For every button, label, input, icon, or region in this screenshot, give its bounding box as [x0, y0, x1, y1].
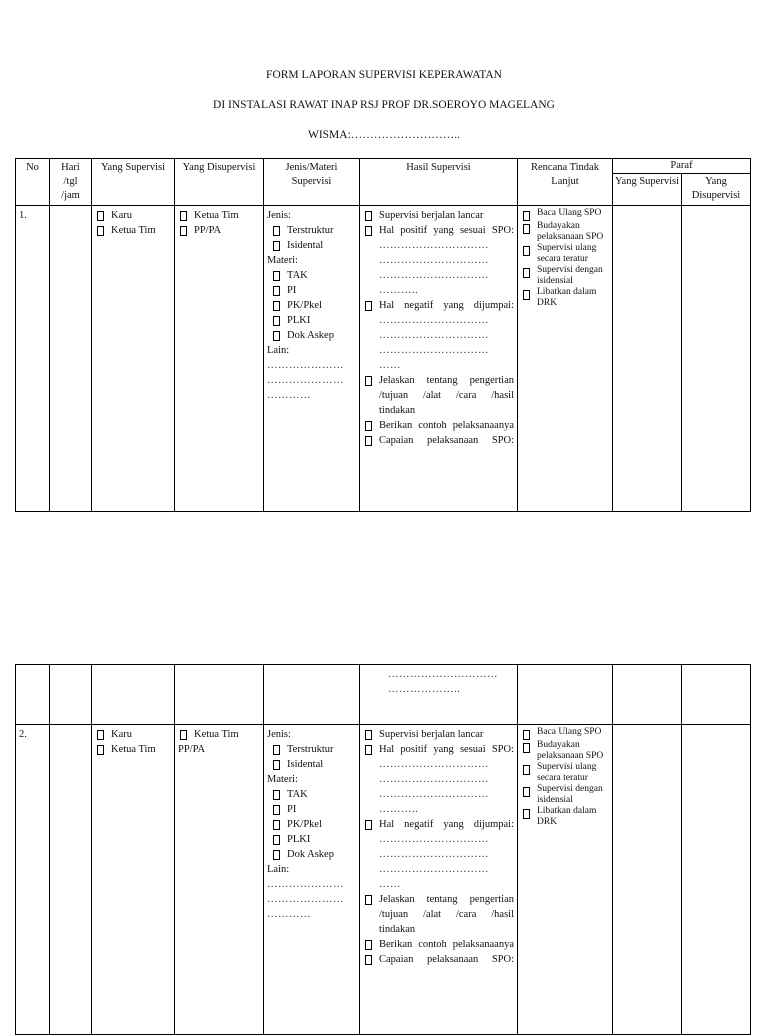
- supervision-table-1: [15, 158, 751, 512]
- checkbox-icon[interactable]: [273, 850, 280, 860]
- checkbox-icon[interactable]: [273, 286, 280, 296]
- option-baca-ulang[interactable]: Baca Ulang SPO: [521, 727, 609, 740]
- lain-dots: …………………: [267, 879, 344, 890]
- lain-dots: …………: [267, 909, 311, 920]
- checkbox-icon[interactable]: [365, 955, 372, 965]
- col-no: No: [16, 159, 50, 206]
- checkbox-icon[interactable]: [97, 730, 104, 740]
- table-row: [16, 725, 751, 1035]
- row-number: 1.: [16, 206, 50, 512]
- option-pk-pkel[interactable]: PK/Pkel: [267, 817, 356, 832]
- col-hasil: Hasil Supervisi: [360, 159, 518, 206]
- option-berjalan-lancar[interactable]: Supervisi berjalan lancar: [363, 727, 514, 742]
- lain-label: Lain:: [267, 864, 290, 875]
- option-pi[interactable]: PI: [267, 283, 356, 298]
- option-hal-positif[interactable]: Hal positif yang sesuai SPO: ………………………… ………………………… ………………………… ………..: [363, 742, 514, 817]
- supervisi-cell: [92, 725, 175, 1035]
- option-capaian[interactable]: Capaian pelaksanaan SPO:: [363, 952, 514, 967]
- paraf-disupervisi-cell[interactable]: [682, 206, 751, 512]
- option-supervisi-isidensial[interactable]: Supervisi dengan isidensial: [521, 265, 609, 287]
- option-berikan-contoh[interactable]: Berikan contoh pelaksanaanya: [363, 418, 514, 433]
- continuation-row: [16, 665, 751, 725]
- checkbox-icon[interactable]: [180, 730, 187, 740]
- fill-dots: …………………………: [388, 669, 498, 680]
- checkbox-icon[interactable]: [365, 301, 372, 311]
- col-paraf: Paraf: [613, 159, 751, 174]
- option-ketua-tim[interactable]: Ketua Tim: [178, 208, 260, 223]
- checkbox-icon[interactable]: [273, 805, 280, 815]
- option-pk-pkel[interactable]: PK/Pkel: [267, 298, 356, 313]
- checkbox-icon[interactable]: [523, 211, 530, 221]
- option-hal-negatif[interactable]: Hal negatif yang dijumpai: ………………………… ………………………… ………………………… ……: [363, 298, 514, 373]
- lain-dots: …………………: [267, 360, 344, 371]
- option-karu[interactable]: Karu: [95, 208, 171, 223]
- hari-cell: [50, 206, 92, 512]
- checkbox-icon[interactable]: [273, 760, 280, 770]
- checkbox-icon[interactable]: [523, 246, 530, 256]
- checkbox-icon[interactable]: [273, 835, 280, 845]
- checkbox-icon[interactable]: [523, 787, 530, 797]
- paraf-supervisi-cell[interactable]: [613, 206, 682, 512]
- lain-label: Lain:: [267, 345, 290, 356]
- lain-dots: …………………: [267, 894, 344, 905]
- option-supervisi-ulang[interactable]: Supervisi ulang secara teratur: [521, 243, 609, 265]
- checkbox-icon[interactable]: [523, 765, 530, 775]
- option-ketua-tim[interactable]: Ketua Tim: [178, 727, 260, 742]
- checkbox-icon[interactable]: [273, 271, 280, 281]
- col-jenis: Jenis/Materi Supervisi: [264, 159, 360, 206]
- option-terstruktur[interactable]: Terstruktur: [267, 223, 356, 238]
- checkbox-icon[interactable]: [365, 895, 372, 905]
- option-supervisi-ulang[interactable]: Supervisi ulang secara teratur: [521, 762, 609, 784]
- option-libatkan-drk[interactable]: Libatkan dalam DRK: [521, 806, 609, 828]
- fill-dots: …………………………: [379, 330, 489, 341]
- wisma-line: WISMA:………………………..: [307, 129, 461, 141]
- fill-dots: ………..: [379, 285, 419, 296]
- fill-dots: …………………………: [379, 255, 489, 266]
- checkbox-icon[interactable]: [273, 241, 280, 251]
- fill-dots: …………………………: [379, 834, 489, 845]
- paraf-supervisi-cell[interactable]: [613, 725, 682, 1035]
- option-pp-pa[interactable]: PP/PA: [178, 223, 260, 238]
- checkbox-icon[interactable]: [273, 820, 280, 830]
- option-supervisi-isidensial[interactable]: Supervisi dengan isidensial: [521, 784, 609, 806]
- checkbox-icon[interactable]: [273, 745, 280, 755]
- option-jelaskan[interactable]: Jelaskan tentang pengertian /tujuan /alat /cara /hasil tindakan: [363, 373, 514, 418]
- fill-dots: …………………………: [379, 315, 489, 326]
- jenis-label: Jenis:: [267, 210, 291, 221]
- checkbox-icon[interactable]: [365, 436, 372, 446]
- fill-dots: ………………..: [388, 684, 461, 695]
- fill-dots: …………………………: [379, 240, 489, 251]
- fill-dots: …………………………: [379, 759, 489, 770]
- lain-dots: …………………: [267, 375, 344, 386]
- checkbox-icon[interactable]: [365, 820, 372, 830]
- checkbox-icon[interactable]: [273, 301, 280, 311]
- hari-cell: [50, 725, 92, 1035]
- option-budayakan[interactable]: Budayakan pelaksanaan SPO: [521, 740, 609, 762]
- checkbox-icon[interactable]: [523, 268, 530, 278]
- pp-pa-label: PP/PA: [178, 744, 206, 755]
- fill-dots: …………………………: [379, 849, 489, 860]
- disupervisi-cell: [175, 725, 264, 1035]
- col-rencana: Rencana Tindak Lanjut: [518, 159, 613, 206]
- checkbox-icon[interactable]: [365, 940, 372, 950]
- fill-dots: …………………………: [379, 345, 489, 356]
- row-number: 2.: [16, 725, 50, 1035]
- rencana-cell: [518, 725, 613, 1035]
- materi-label: Materi:: [267, 255, 298, 266]
- supervisi-cell: [92, 206, 175, 512]
- option-ketua-tim[interactable]: Ketua Tim: [95, 223, 171, 238]
- checkbox-icon[interactable]: [365, 376, 372, 386]
- checkbox-icon[interactable]: [365, 730, 372, 740]
- checkbox-icon[interactable]: [97, 211, 104, 221]
- checkbox-icon[interactable]: [365, 226, 372, 236]
- paraf-disupervisi-cell[interactable]: [682, 725, 751, 1035]
- supervision-table-2: [15, 664, 751, 1035]
- checkbox-icon[interactable]: [97, 745, 104, 755]
- fill-dots: ………..: [379, 804, 419, 815]
- materi-label: Materi:: [267, 774, 298, 785]
- col-paraf-disupervisi: Yang Disupervisi: [682, 174, 751, 206]
- option-dok-askep[interactable]: Dok Askep: [267, 328, 356, 343]
- jenis-cell: [264, 725, 360, 1035]
- checkbox-icon[interactable]: [523, 809, 530, 819]
- option-budayakan[interactable]: Budayakan pelaksanaan SPO: [521, 221, 609, 243]
- option-tak[interactable]: TAK: [267, 787, 356, 802]
- disupervisi-cell: [175, 206, 264, 512]
- option-pi[interactable]: PI: [267, 802, 356, 817]
- option-hal-positif[interactable]: Hal positif yang sesuai SPO: ………………………… ………………………… ………………………… ………..: [363, 223, 514, 298]
- fill-dots: …………………………: [379, 789, 489, 800]
- jenis-label: Jenis:: [267, 729, 291, 740]
- lain-dots: …………: [267, 390, 311, 401]
- fill-dots: …………………………: [379, 270, 489, 281]
- table-row: [16, 206, 751, 512]
- option-karu[interactable]: Karu: [95, 727, 171, 742]
- option-dok-askep[interactable]: Dok Askep: [267, 847, 356, 862]
- fill-dots: …………………………: [379, 774, 489, 785]
- fill-dots: …………………………: [379, 864, 489, 875]
- checkbox-icon[interactable]: [180, 211, 187, 221]
- option-ketua-tim[interactable]: Ketua Tim: [95, 742, 171, 757]
- option-isidental[interactable]: Isidental: [267, 238, 356, 253]
- checkbox-icon[interactable]: [273, 226, 280, 236]
- hasil-cell: [360, 206, 518, 512]
- checkbox-icon[interactable]: [523, 730, 530, 740]
- option-libatkan-drk[interactable]: Libatkan dalam DRK: [521, 287, 609, 309]
- checkbox-icon[interactable]: [273, 790, 280, 800]
- col-hari: Hari /tgl /jam: [50, 159, 92, 206]
- fill-dots: ……: [379, 879, 401, 890]
- checkbox-icon[interactable]: [365, 745, 372, 755]
- jenis-cell: [264, 206, 360, 512]
- option-berikan-contoh[interactable]: Berikan contoh pelaksanaanya: [363, 937, 514, 952]
- option-isidental[interactable]: Isidental: [267, 757, 356, 772]
- checkbox-icon[interactable]: [523, 743, 530, 753]
- col-disupervisi: Yang Disupervisi: [175, 159, 264, 206]
- rencana-cell: [518, 206, 613, 512]
- option-jelaskan[interactable]: Jelaskan tentang pengertian /tujuan /alat /cara /hasil tindakan: [363, 892, 514, 937]
- checkbox-icon[interactable]: [365, 421, 372, 431]
- checkbox-icon[interactable]: [180, 226, 187, 236]
- option-capaian[interactable]: Capaian pelaksanaan SPO:: [363, 433, 514, 448]
- checkbox-icon[interactable]: [273, 331, 280, 341]
- option-baca-ulang[interactable]: Baca Ulang SPO: [521, 208, 609, 221]
- option-berjalan-lancar[interactable]: Supervisi berjalan lancar: [363, 208, 514, 223]
- fill-dots: ……: [379, 360, 401, 371]
- option-plki[interactable]: PLKI: [267, 313, 356, 328]
- checkbox-icon[interactable]: [273, 316, 280, 326]
- col-supervisi: Yang Supervisi: [92, 159, 175, 206]
- option-terstruktur[interactable]: Terstruktur: [267, 742, 356, 757]
- option-plki[interactable]: PLKI: [267, 832, 356, 847]
- checkbox-icon[interactable]: [97, 226, 104, 236]
- checkbox-icon[interactable]: [523, 224, 530, 234]
- option-hal-negatif[interactable]: Hal negatif yang dijumpai: ………………………… ………………………… ………………………… ……: [363, 817, 514, 892]
- form-subtitle: DI INSTALASI RAWAT INAP RSJ PROF DR.SOEROYO MAGELANG: [213, 99, 555, 111]
- option-tak[interactable]: TAK: [267, 268, 356, 283]
- form-title: FORM LAPORAN SUPERVISI KEPERAWATAN: [266, 69, 502, 81]
- checkbox-icon[interactable]: [365, 211, 372, 221]
- checkbox-icon[interactable]: [523, 290, 530, 300]
- hasil-cell: [360, 725, 518, 1035]
- col-paraf-supervisi: Yang Supervisi: [613, 174, 682, 206]
